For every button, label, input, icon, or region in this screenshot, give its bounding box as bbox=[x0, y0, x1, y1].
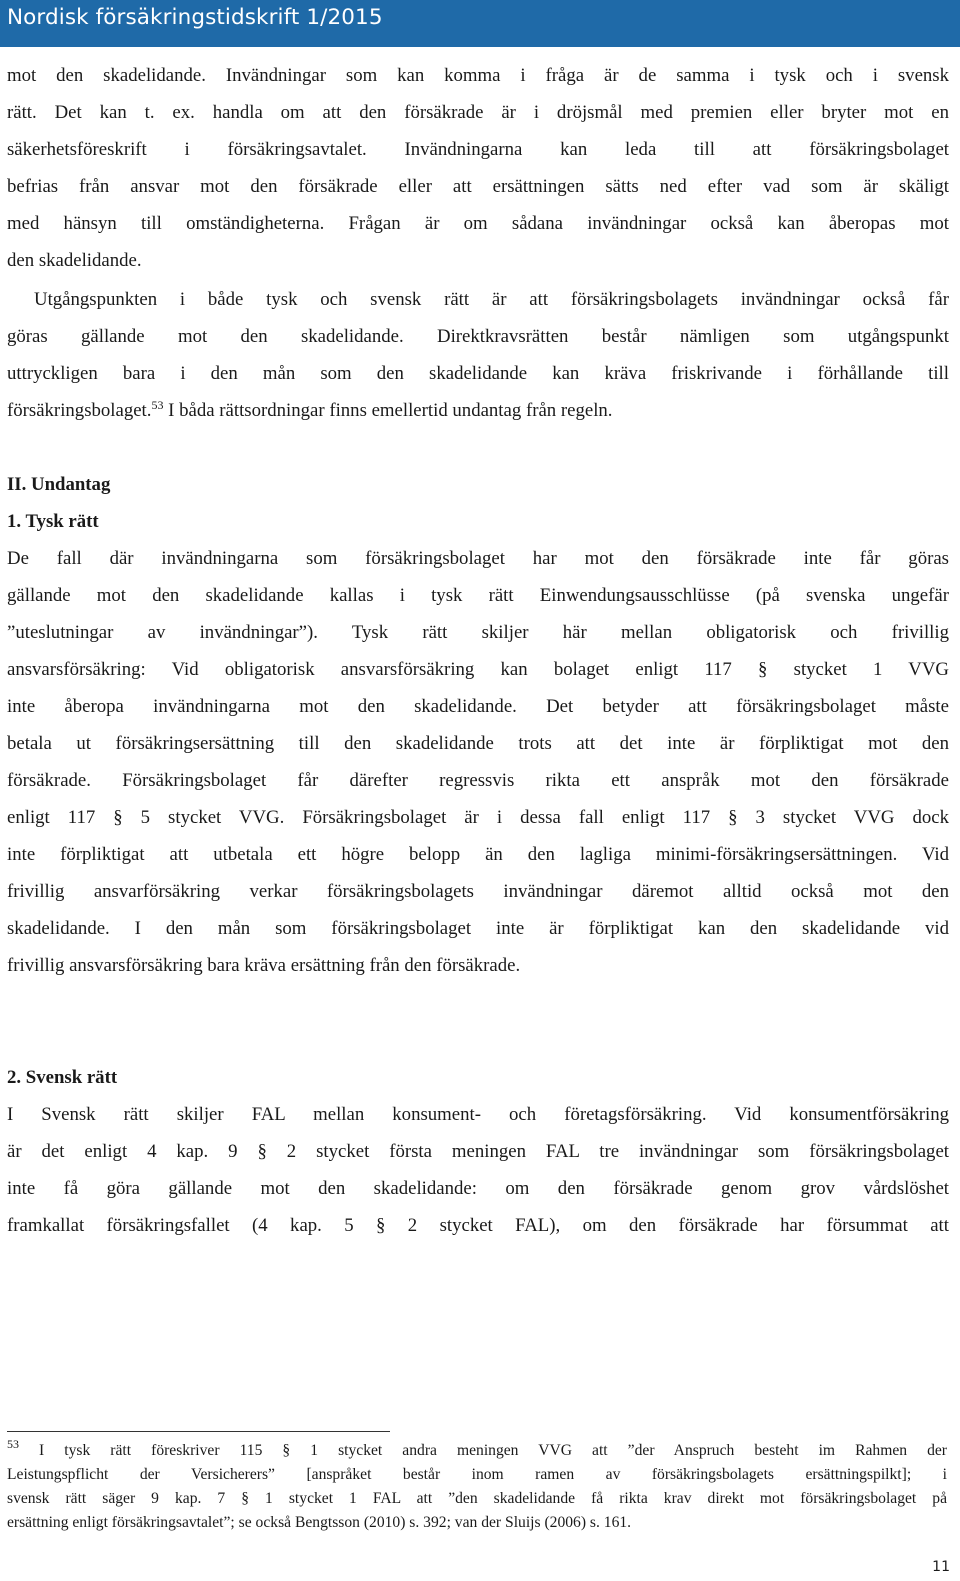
footnote-line: svensk rätt säger 9 kap. 7 § 1 stycket 1 FAL att ”den skadelidande få rikta krav direkt mot försäkringsbolaget på bbox=[7, 1490, 947, 1507]
text-line: befrias från ansvar mot den försäkrade eller att ersättningen sätts ned efter vad som är skäligt bbox=[7, 176, 949, 197]
text-line: inte förpliktigat att utbetala ett högre belopp än den lagliga minimi-försäkringsersättningen. Vid bbox=[7, 844, 949, 865]
text-line: De fall där invändningarna som försäkringsbolaget har mot den försäkrade inte får göras bbox=[7, 548, 949, 569]
footnote-number: 53 bbox=[7, 1437, 19, 1451]
journal-title: Nordisk försäkringstidskrift 1/2015 bbox=[7, 5, 383, 30]
journal-header-bar bbox=[0, 0, 960, 47]
text-line: inte åberopa invändningarna mot den skadelidande. Det betyder att försäkringsbolaget måste bbox=[7, 696, 949, 717]
page-number: 11 bbox=[932, 1559, 950, 1575]
footnote-ref-53: 53 bbox=[151, 398, 164, 412]
footnote-line: Leistungspflicht der Versicherers” [anspråket består inom ramen av försäkringsbolagets ersättningspilkt]; i bbox=[7, 1466, 947, 1483]
footnote-line bbox=[7, 1437, 947, 1464]
text-line: försäkrade. Försäkringsbolaget får därefter regressvis rikta ett anspråk mot den försäkrade bbox=[7, 770, 949, 791]
subsection-heading: 2. Svensk rätt bbox=[7, 1067, 118, 1088]
text-line: skadelidande. I den mån som försäkringsbolaget inte är förpliktigat kan den skadelidande vid bbox=[7, 918, 949, 939]
footnote-text: I tysk rätt föreskriver 115 § 1 stycket andra meningen VVG att ”der Anspruch besteht im Rahmen der bbox=[19, 1442, 947, 1459]
text-line: rätt. Det kan t. ex. handla om att den försäkrade är i dröjsmål med premien eller bryter mot en bbox=[7, 102, 949, 123]
text-line: ”uteslutningar av invändningar”). Tysk rätt skiljer här mellan obligatorisk och frivillig bbox=[7, 622, 949, 643]
footnote-separator bbox=[7, 1431, 390, 1432]
text-line: mot den skadelidande. Invändningar som kan komma i fråga är de samma i tysk och i svensk bbox=[7, 65, 949, 86]
text-line: ansvarsförsäkring: Vid obligatorisk ansvarsförsäkring kan bolaget enligt 117 § stycket 1 VVG bbox=[7, 659, 949, 680]
text-line: är det enligt 4 kap. 9 § 2 stycket första meningen FAL tre invändningar som försäkringsbolaget bbox=[7, 1141, 949, 1162]
text-line: frivillig ansvarsförsäkring bara kräva ersättning från den försäkrade. bbox=[7, 955, 521, 976]
section-heading: II. Undantag bbox=[7, 474, 111, 495]
text-line: gällande mot den skadelidande kallas i tysk rätt Einwendungsausschlüsse (på svenska ungefär bbox=[7, 585, 949, 606]
footnote-line: ersättning enligt försäkringsavtalet”; se också Bengtsson (2010) s. 392; van der Sluijs (2006) s. 161. bbox=[7, 1514, 632, 1531]
text-line: enligt 117 § 5 stycket VVG. Försäkringsbolaget är i dessa fall enligt 117 § 3 stycket VVG dock bbox=[7, 807, 949, 828]
text-line: med hänsyn till omständigheterna. Frågan är om sådana invändningar också kan åberopas mot bbox=[7, 213, 949, 234]
text-line: uttryckligen bara i den mån som den skadelidande kan kräva friskrivande i förhållande till bbox=[7, 363, 949, 384]
text-line: Utgångspunkten i både tysk och svensk rätt är att försäkringsbolagets invändningar också får bbox=[34, 289, 949, 310]
text-segment: I båda rättsordningar finns emellertid undantag från regeln. bbox=[163, 400, 613, 421]
text-line: inte få göra gällande mot den skadelidande: om den försäkrade genom grov vårdslöshet bbox=[7, 1178, 949, 1199]
text-line: betala ut försäkringsersättning till den skadelidande trots att det inte är förpliktigat mot den bbox=[7, 733, 949, 754]
text-segment: försäkringsbolaget. bbox=[7, 400, 152, 421]
text-line: framkallat försäkringsfallet (4 kap. 5 § 2 stycket FAL), om den försäkrade har försummat att bbox=[7, 1215, 949, 1236]
text-line bbox=[7, 400, 949, 430]
subsection-heading: 1. Tysk rätt bbox=[7, 511, 99, 532]
text-line: I Svensk rätt skiljer FAL mellan konsument- och företagsförsäkring. Vid konsumentförsäkring bbox=[7, 1104, 949, 1125]
text-line: göras gällande mot den skadelidande. Direktkravsrätten består nämligen som utgångspunkt bbox=[7, 326, 949, 347]
text-line: säkerhetsföreskrift i försäkringsavtalet. Invändningarna kan leda till att försäkringsbolaget bbox=[7, 139, 949, 160]
text-line: frivillig ansvarförsäkring verkar försäkringsbolagets invändningar däremot alltid också mot den bbox=[7, 881, 949, 902]
text-line: den skadelidande. bbox=[7, 250, 142, 271]
